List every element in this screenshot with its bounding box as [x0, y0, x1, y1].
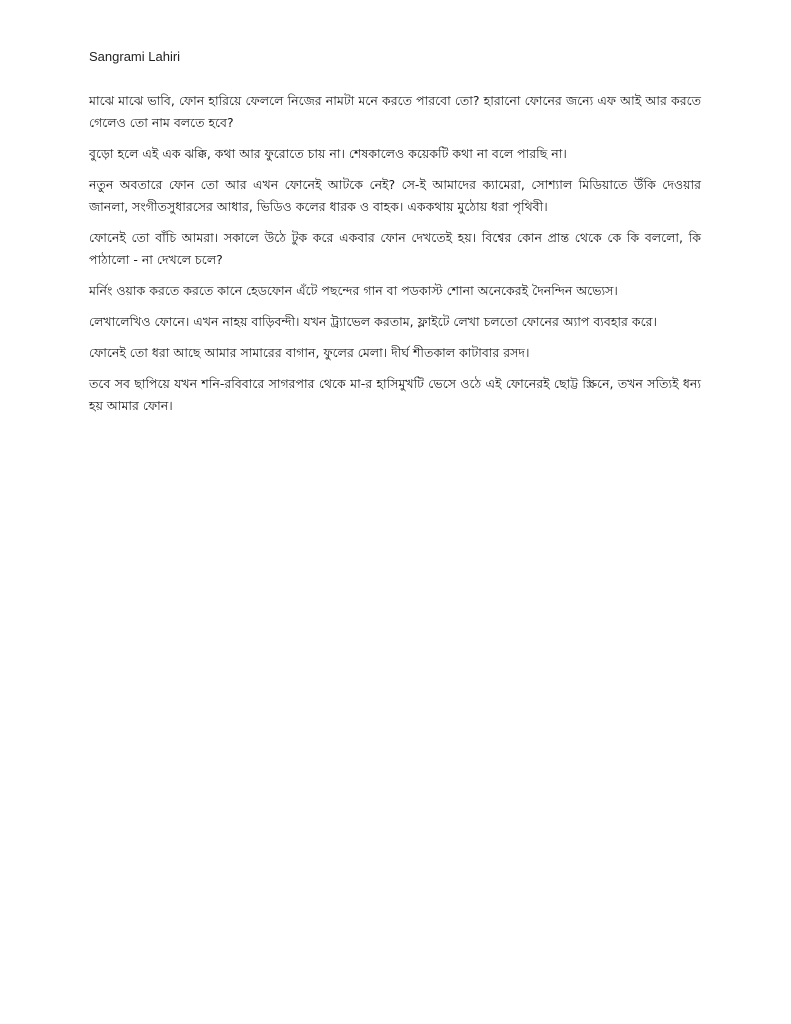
paragraph-4: ফোনেই তো বাঁচি আমরা। সকালে উঠে টুক করে একবার ফোন দেখতেই হয়। বিশ্বের কোন প্রান্ত থেকে কে কি বললো, কি পাঠালো - না দেখলে চলে? — [89, 230, 701, 267]
paragraph-2: বুড়ো হলে এই এক ঝক্কি, কথা আর ফুরোতে চায় না। শেষকালেও কয়েকটি কথা না বলে পারছি না। — [89, 146, 567, 161]
paragraph-1: মাঝে মাঝে ভাবি, ফোন হারিয়ে ফেললে নিজের নামটা মনে করতে পারবো তো? হারানো ফোনের জন্যে এফ আই আর করতে গেলেও তো নাম বলতে হবে? — [89, 93, 701, 130]
paragraph-7: ফোনেই তো ধরা আছে আমার সামারের বাগান, ফুলের মেলা। দীর্ঘ শীতকাল কাটাবার রসদ। — [89, 345, 530, 360]
paragraph-8: তবে সব ছাপিয়ে যখন শনি-রবিবারে সাগরপার থেকে মা-র হাসিমুখটি ভেসে ওঠে এই ফোনেরই ছোট্ট স্ক্রিনে, তখন সত্যিই ধন্য হয় আমার ফোন। — [89, 376, 701, 413]
author-name: Sangrami Lahiri — [89, 49, 181, 64]
paragraph-6: লেখালেখিও ফোনে। এখন নাহয় বাড়িবন্দী। যখন ট্র্যাভেল করতাম, ফ্লাইটে লেখা চলতো ফোনের অ্যাপ ব্যবহার করে। — [89, 314, 658, 329]
paragraph-5: মর্নিং ওয়াক করতে করতে কানে হেডফোন এঁটে পছন্দের গান বা পডকাস্ট শোনা অনেকেরই দৈনন্দিন অভ্যেস। — [89, 283, 618, 298]
paragraph-3: নতুন অবতারে ফোন তো আর এখন ফোনেই আটকে নেই? সে-ই আমাদের ক্যামেরা, সোশ্যাল মিডিয়াতে উঁকি দেওয়ার জানলা, সংগীতসুধারসের আধার, ভিডিও কলের ধারক ও বাহক। এককথায় মুঠোয় ধরা পৃথিবী। — [89, 177, 701, 214]
document-body — [89, 90, 701, 426]
